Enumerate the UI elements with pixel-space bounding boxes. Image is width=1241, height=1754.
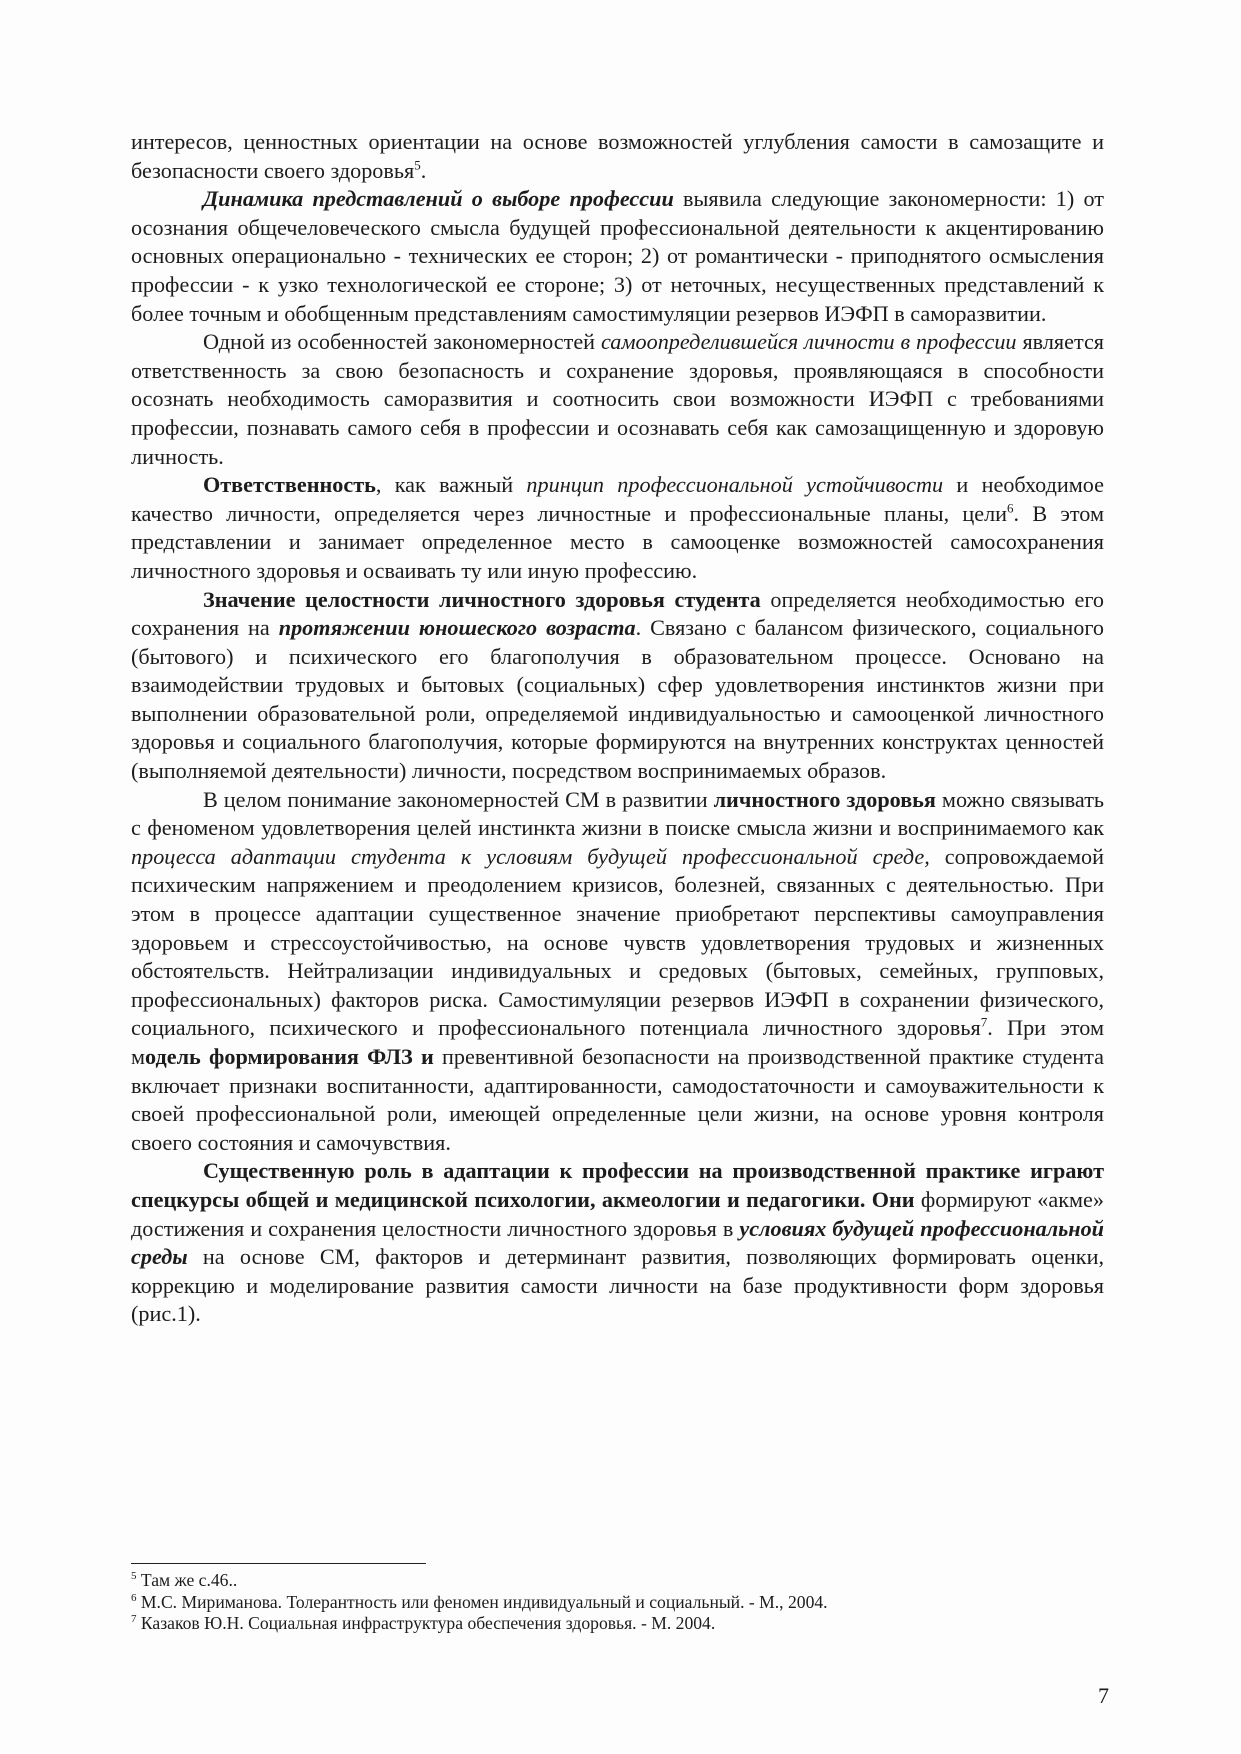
footnote-ref-7: 7 [980, 1015, 988, 1031]
paragraph-text: . В этом представлении и занимает определенное место в самооценке возможностей самосохранения личностного здоровья и осваивать ту или иную профессию. [131, 500, 1104, 583]
paragraph-text: В целом понимание закономерностей СМ в развитии [203, 786, 714, 812]
emphasis-principle: принцип профессиональной устойчивости [526, 472, 944, 498]
term-special-courses: Существенную роль в адаптации к профессии на производственной практике играют спецкурсы общей и медицинской психологии, акмеологии и педагогики. Они [131, 1158, 1104, 1212]
footnote-5 [131, 1570, 1104, 1592]
paragraph-text: является ответственность за свою безопасность и сохранение здоровья, проявляющаяся в способности осознать необходимость саморазвития и соотносить свои возможности ИЭФП с требованиями профессии, познавать самого себя в профессии и осознавать себя как самозащищенную и здоровую личность. [131, 329, 1104, 469]
term-profession-choice: Динамика представлений о выборе профессии [203, 186, 674, 212]
paragraph-text: определяется необходимостью его сохранения на [131, 586, 1104, 641]
paragraph-text: . [420, 157, 427, 183]
paragraph-7 [131, 1157, 1104, 1329]
paragraph-text: сопровождаемой психическим напряжением и преодолением кризисов, болезней, связанных с деятельностью. При этом в процессе адаптации существенное значение приобретают перспективы самоуправления здоровьем и стрессоустойчивостью, на основе чувств удовлетворения трудовых и жизненных обстоятельств. Нейтрализации индивидуальных и средовых (бытовых, семейных, групповых, профессиональных) факторов риска. Самостимуляции резервов ИЭФП в сохранении физического, социального, психического и профессионального потенциала личностного здоровья [131, 843, 1104, 1041]
term-responsibility: Ответственность [203, 472, 376, 498]
paragraph-3 [131, 328, 1104, 471]
paragraph-text: интересов, ценностных ориентации на основе возможностей углубления самости в самозащите и безопасности своего здоровья [131, 129, 1104, 183]
paragraph-4 [131, 471, 1104, 585]
paragraph-text: на основе СМ, факторов и детерминант развития, позволяющих формировать оценки, коррекцию и моделирование развития самости личности на базе продуктивности форм здоровья (рис.1). [131, 1244, 1104, 1327]
term-integrity-value: Значение целостности личностного здоровья студента [203, 586, 761, 612]
footnote-text: М.С. Мириманова. Толерантность или феномен индивидуальный и социальный. - М., 2004. [136, 1591, 828, 1612]
paragraph-text: , как важный [375, 472, 527, 498]
paragraph-2 [131, 185, 1104, 328]
footnote-text: Казаков Ю.Н. Социальная инфраструктура обеспечения здоровья. - М. 2004. [136, 1613, 716, 1633]
emphasis-self-determined: самоопределившейся личности в профессии [600, 329, 1017, 355]
footnote-6 [131, 1592, 1104, 1614]
footnote-7 [131, 1613, 1104, 1635]
emphasis-youth-age: протяжении юношеского возраста [278, 615, 636, 641]
emphasis-adaptation-process: процесса адаптации студента к условиям будущей профессиональной среде, [131, 843, 930, 869]
footnote-ref-6: 6 [1007, 500, 1014, 516]
paragraph-text: . При этом м [131, 1015, 1104, 1069]
footnote-text: Там же с.46.. [136, 1570, 238, 1590]
paragraph-text: . Связано с балансом физического, социального (бытового) и психического его благополучия в образовательном процессе. Основано на взаимодействии трудовых и бытовых (социальных) сфер удовлетворения инстинктов жизни при выполнении образовательной роли, определяемой индивидуальностью и самооценкой личностного здоровья и социального благополучия, которые формируются на внутренних конструктах ценностей (выполняемой деятельности) личности, посредством воспринимаемых образов. [131, 615, 1104, 784]
paragraph-1 [131, 128, 1104, 185]
footnote-number: 6 [131, 1591, 137, 1604]
paragraph-text: превентивной безопасности на производственной практике студента включает признаки воспитанности, адаптированности, самодостаточности и самоуважительности к своей профессиональной роли, имеющей определенные цели жизни, на основе уровня контроля своего состояния и самочувствия. [131, 1044, 1104, 1155]
emphasis-future-environment: условиях будущей профессиональной среды [131, 1215, 1105, 1270]
term-personal-health: личностного здоровья [713, 786, 936, 812]
footnote-ref-5: 5 [414, 157, 421, 173]
paragraph-text: можно связывать с феноменом удовлетворения целей инстинкта жизни в поиске смысла жизни и воспринимаемого как [131, 786, 1105, 841]
footnote-number: 7 [131, 1613, 137, 1626]
footnote-divider [131, 1563, 426, 1564]
page-number: 7 [1098, 1683, 1109, 1708]
main-text [131, 128, 1104, 1329]
paragraph-6 [131, 786, 1104, 1158]
paragraph-text: формируют «акме» достижения и сохранения целостности личностного здоровья в [131, 1186, 1104, 1241]
term-flz-model: одель формирования ФЛЗ и [145, 1044, 434, 1069]
footnotes [131, 1570, 1104, 1635]
paragraph-text: выявила следующие закономерности: 1) от осознания общечеловеческого смысла будущей профессиональной деятельности к акцентированию основных операционально - технических ее сторон; 2) от романтически - приподнятого осмысления профессии - к узко технологической ее стороне; 3) от неточных, несущественных представлений к более точным и обобщенным представлениям самостимуляции резервов ИЭФП в саморазвитии. [131, 186, 1104, 326]
footnote-number: 5 [131, 1570, 137, 1583]
paragraph-5 [131, 586, 1104, 786]
paragraph-text: и необходимое качество личности, определяется через личностные и профессиональные планы, цели [131, 472, 1104, 526]
paragraph-text: Одной из особенностей закономерностей [203, 329, 601, 355]
